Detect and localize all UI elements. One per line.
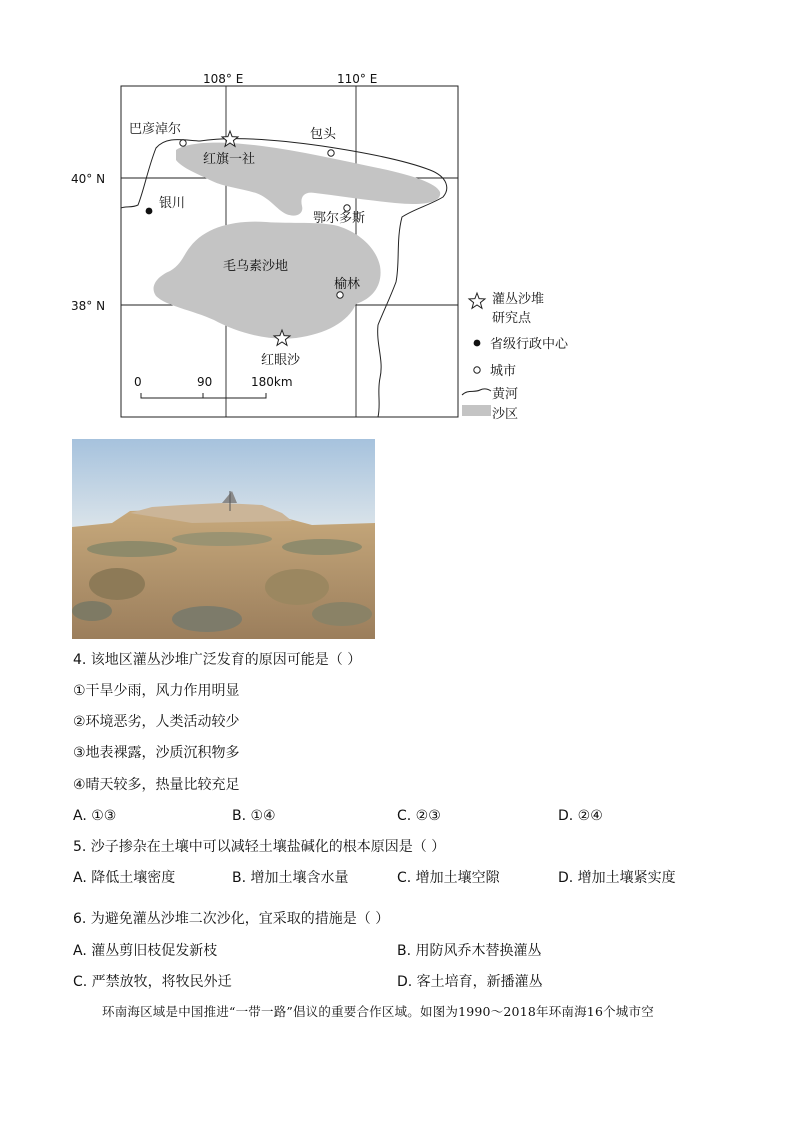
legend-star-icon xyxy=(469,293,485,308)
question-5-option-c[interactable]: C. 增加土壤空隙 xyxy=(397,870,500,886)
legend-river-icon xyxy=(462,389,491,395)
legend-circle-icon xyxy=(474,367,480,373)
question-4-item-1: ①干旱少雨，风力作用明显 xyxy=(73,683,240,699)
question-4-option-b[interactable]: B. ①④ xyxy=(232,808,276,824)
question-6-stem: 6. 为避免灌丛沙堆二次沙化，宜采取的措施是（ ） xyxy=(73,911,390,927)
mu-us-label: 毛乌素沙地 xyxy=(223,259,289,274)
scale-label-90: 90 xyxy=(197,375,213,389)
question-4-item-2: ②环境恶劣，人类活动较少 xyxy=(73,714,240,730)
hongqi-label: 红旗一社 xyxy=(203,152,256,167)
question-6-option-b[interactable]: B. 用防风乔木替换灌丛 xyxy=(397,943,542,959)
question-4-item-3: ③地表裸露，沙质沉积物多 xyxy=(73,745,240,761)
lat-label-40: 40° N xyxy=(71,172,106,186)
photo-illustration xyxy=(72,439,375,639)
question-4-stem: 4. 该地区灌丛沙堆广泛发育的原因可能是（ ） xyxy=(73,652,362,668)
ordos-label: 鄂尔多斯 xyxy=(313,211,366,226)
question-5-stem: 5. 沙子掺杂在土壤中可以减轻土壤盐碱化的根本原因是（ ） xyxy=(73,839,446,855)
legend-sand-label: 沙区 xyxy=(492,407,519,422)
study-area-map xyxy=(60,60,569,430)
scale-label-180: 180km xyxy=(251,375,293,389)
yinchuan-marker xyxy=(146,208,153,215)
legend-sand-swatch xyxy=(462,405,491,416)
legend-circle-label: 城市 xyxy=(490,364,517,379)
question-5-option-b[interactable]: B. 增加土壤含水量 xyxy=(232,870,349,886)
lon-label-108: 108° E xyxy=(203,72,244,86)
bayannur-label: 巴彦淖尔 xyxy=(129,122,182,137)
yulin-label: 榆林 xyxy=(334,277,361,292)
shrub-dune-photo xyxy=(72,439,375,639)
scale-label-0: 0 xyxy=(134,375,142,389)
question-6-option-c[interactable]: C. 严禁放牧，将牧民外迁 xyxy=(73,974,232,990)
bayannur-marker xyxy=(180,140,186,146)
lat-label-38: 38° N xyxy=(71,299,106,313)
legend-star-label-1: 灌丛沙堆 xyxy=(492,292,545,307)
yulin-marker xyxy=(337,292,343,298)
baotou-marker xyxy=(328,150,334,156)
question-4-option-d[interactable]: D. ②④ xyxy=(558,808,603,824)
question-4-option-a[interactable]: A. ①③ xyxy=(73,808,117,824)
legend-river-label: 黄河 xyxy=(492,387,519,402)
question-5-option-d[interactable]: D. 增加土壤紧实度 xyxy=(558,870,676,886)
legend-dot-icon xyxy=(474,340,481,347)
legend-star-label-2: 研究点 xyxy=(492,311,532,326)
lon-label-110: 110° E xyxy=(337,72,378,86)
question-5-option-a[interactable]: A. 降低土壤密度 xyxy=(73,870,176,886)
yinchuan-label: 银川 xyxy=(159,196,186,211)
scale-bar xyxy=(141,393,266,398)
hongyansha-label: 红眼沙 xyxy=(261,353,301,368)
question-6-option-d[interactable]: D. 客土培育，新播灌丛 xyxy=(397,974,543,990)
next-passage-intro: 环南海区域是中国推进“一带一路”倡议的重要合作区域。如图为1990～2018年环南海16个城市空 xyxy=(102,1004,654,1019)
baotou-label: 包头 xyxy=(310,127,337,142)
question-4-item-4: ④晴天较多，热量比较充足 xyxy=(73,777,240,793)
legend-dot-label: 省级行政中心 xyxy=(490,337,569,352)
question-6-option-a[interactable]: A. 灌丛剪旧枝促发新枝 xyxy=(73,943,218,959)
question-4-option-c[interactable]: C. ②③ xyxy=(397,808,441,824)
